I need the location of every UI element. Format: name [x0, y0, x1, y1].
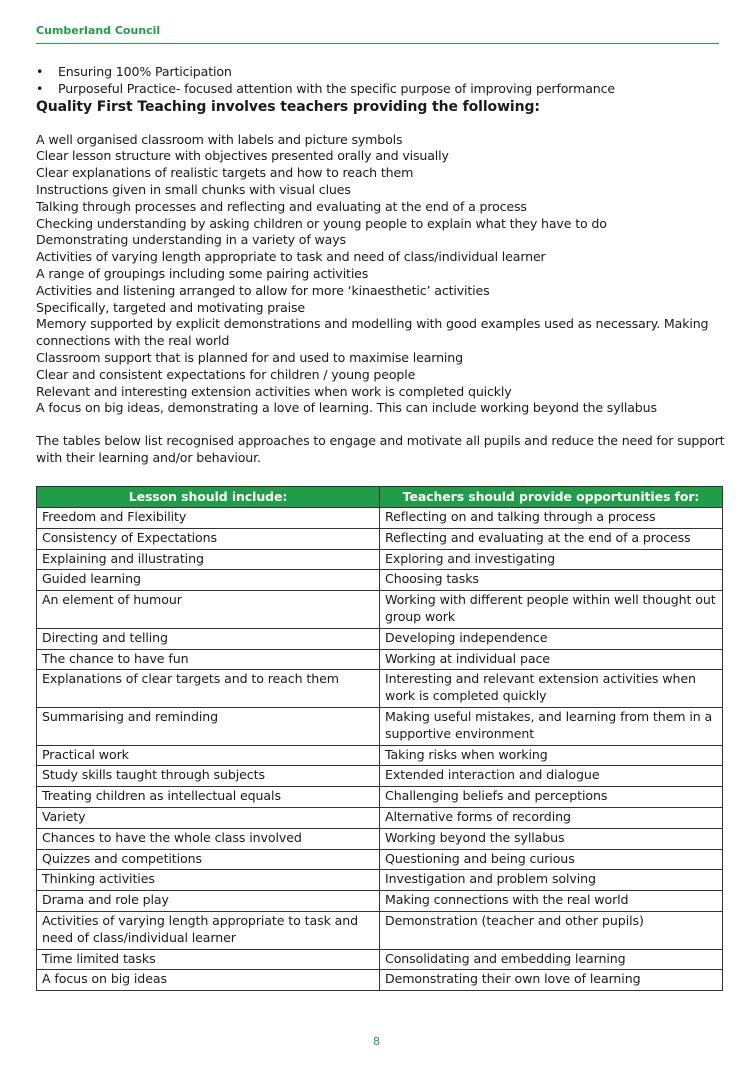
table-cell: Quizzes and competitions: [37, 849, 380, 870]
bullet-list: [36, 64, 726, 98]
approaches-table: [36, 486, 723, 991]
table-cell: Demonstration (teacher and other pupils): [380, 911, 723, 949]
table-cell: Questioning and being curious: [380, 849, 723, 870]
table-row: [37, 570, 723, 591]
qft-item: A focus on big ideas, demonstrating a love of learning. This can include working beyond the syllabus: [36, 400, 657, 416]
table-cell: Consolidating and embedding learning: [380, 949, 723, 970]
table-row: [37, 891, 723, 912]
table-row: [37, 949, 723, 970]
table-row: [37, 807, 723, 828]
table-cell: Guided learning: [37, 570, 380, 591]
table-cell: Variety: [37, 807, 380, 828]
table-row: [37, 828, 723, 849]
table-row: [37, 745, 723, 766]
page-header: [36, 24, 719, 44]
table-cell: Taking risks when working: [380, 745, 723, 766]
table-cell: Directing and telling: [37, 628, 380, 649]
table-cell: Demonstrating their own love of learning: [380, 970, 723, 991]
table-row: [37, 766, 723, 787]
list-item: • Purposeful Practice- focused attention with the specific purpose of improving performance: [36, 81, 726, 98]
table-cell: Drama and role play: [37, 891, 380, 912]
table-cell: Summarising and reminding: [37, 707, 380, 745]
column-header-teachers: Teachers should provide opportunities for:: [380, 487, 723, 508]
qft-item: A range of groupings including some pairing activities: [36, 265, 369, 281]
table-cell: Consistency of Expectations: [37, 528, 380, 549]
qft-item: Specifically, targeted and motivating praise: [36, 299, 306, 315]
qft-item: Clear and consistent expectations for children / young people: [36, 366, 416, 382]
table-row: [37, 670, 723, 708]
qft-item: Classroom support that is planned for and used to maximise learning: [36, 349, 463, 365]
table-cell: A focus on big ideas: [37, 970, 380, 991]
table-cell: Practical work: [37, 745, 380, 766]
org-name: Cumberland Council: [36, 24, 161, 37]
table-cell: Interesting and relevant extension activities when work is completed quickly: [380, 670, 723, 708]
table-cell: Developing independence: [380, 628, 723, 649]
table-row: [37, 970, 723, 991]
table-cell: Thinking activities: [37, 870, 380, 891]
table-cell: Extended interaction and dialogue: [380, 766, 723, 787]
qft-item: Instructions given in small chunks with visual clues: [36, 181, 351, 197]
table-cell: Working with different people within well thought out group work: [380, 591, 723, 629]
table-cell: Explanations of clear targets and to reach them: [37, 670, 380, 708]
section-heading: Quality First Teaching involves teachers providing the following:: [36, 98, 540, 115]
table-row: [37, 787, 723, 808]
qft-item: Demonstrating understanding in a variety of ways: [36, 232, 346, 248]
table-cell: The chance to have fun: [37, 649, 380, 670]
table-cell: Challenging beliefs and perceptions: [380, 787, 723, 808]
qft-item: Clear explanations of realistic targets and how to reach them: [36, 165, 414, 181]
table-row: [37, 649, 723, 670]
table-row: [37, 549, 723, 570]
table-row: [37, 528, 723, 549]
table-cell: Chances to have the whole class involved: [37, 828, 380, 849]
qft-item: Memory supported by explicit demonstrations and modelling with good examples used as necessary. Making connections with the real world: [36, 316, 709, 349]
qft-item: Activities and listening arranged to allow for more ‘kinaesthetic’ activities: [36, 282, 490, 298]
qft-item: Activities of varying length appropriate to task and need of class/individual learner: [36, 249, 546, 265]
table-cell: An element of humour: [37, 591, 380, 629]
table-row: [37, 849, 723, 870]
table-row: [37, 508, 723, 529]
table-cell: Choosing tasks: [380, 570, 723, 591]
table-header-row: [37, 487, 723, 508]
intro-paragraph: The tables below list recognised approaches to engage and motivate all pupils and reduce the need for support with their learning and/or behaviour.: [36, 433, 725, 465]
list-item: • Ensuring 100% Participation: [36, 64, 726, 81]
table-row: [37, 870, 723, 891]
qft-item: A well organised classroom with labels and picture symbols: [36, 131, 403, 147]
table-cell: Reflecting and evaluating at the end of a process: [380, 528, 723, 549]
table-cell: Making useful mistakes, and learning from them in a supportive environment: [380, 707, 723, 745]
table-cell: Alternative forms of recording: [380, 807, 723, 828]
table-cell: Investigation and problem solving: [380, 870, 723, 891]
table-row: [37, 707, 723, 745]
table-cell: Making connections with the real world: [380, 891, 723, 912]
table-cell: Explaining and illustrating: [37, 549, 380, 570]
qft-list: [36, 132, 726, 418]
table-cell: Reflecting on and talking through a process: [380, 508, 723, 529]
qft-item: Clear lesson structure with objectives presented orally and visually: [36, 148, 449, 164]
table-cell: Study skills taught through subjects: [37, 766, 380, 787]
qft-item: Talking through processes and reflecting and evaluating at the end of a process: [36, 198, 527, 214]
qft-item: Relevant and interesting extension activities when work is completed quickly: [36, 383, 512, 399]
page-number: 8: [373, 1035, 380, 1048]
table-cell: Exploring and investigating: [380, 549, 723, 570]
table-cell: Time limited tasks: [37, 949, 380, 970]
table-row: [37, 911, 723, 949]
qft-item: Checking understanding by asking children or young people to explain what they have to do: [36, 215, 607, 231]
table-cell: Working beyond the syllabus: [380, 828, 723, 849]
table-row: [37, 591, 723, 629]
table-cell: Freedom and Flexibility: [37, 508, 380, 529]
page-body: [36, 64, 726, 467]
table-cell: Activities of varying length appropriate to task and need of class/individual learner: [37, 911, 380, 949]
column-header-lesson: Lesson should include:: [37, 487, 380, 508]
table-row: [37, 628, 723, 649]
table-cell: Working at individual pace: [380, 649, 723, 670]
table-cell: Treating children as intellectual equals: [37, 787, 380, 808]
